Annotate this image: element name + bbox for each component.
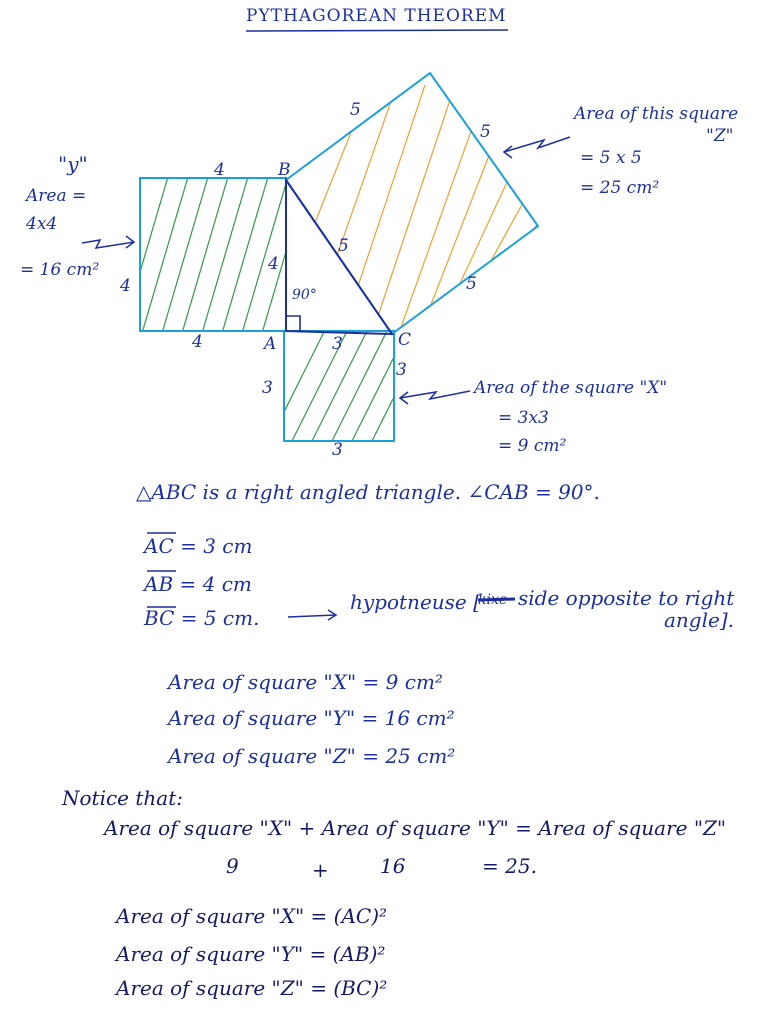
square-x-area-line2: = 3x3 <box>498 408 549 428</box>
square-y-name: "y" <box>58 152 88 176</box>
hypotenuse-label: hypotneuse [ <box>350 590 481 614</box>
square-z-top-label: 5 <box>350 100 361 120</box>
side-bc-length: BC = 5 cm. <box>144 606 260 630</box>
sum-value-16: 16 <box>380 854 406 878</box>
title-underline <box>246 30 508 31</box>
relation-z: Area of square "Z" = (BC)² <box>116 976 388 1000</box>
square-z-name: "Z" <box>706 126 734 146</box>
square-x-bottom-label: 3 <box>332 440 343 460</box>
square-y-area-line1: Area = <box>26 186 87 206</box>
side-ab-label: 4 <box>268 254 279 274</box>
vertex-c: C <box>398 330 412 350</box>
page-title: PYTHAGOREAN THEOREM <box>246 6 507 26</box>
square-y-left-label: 4 <box>120 276 131 296</box>
sum-value-9: 9 <box>226 854 239 878</box>
arrow-to-square-x <box>400 391 470 399</box>
right-angle-mark <box>286 316 300 331</box>
area-square-y: Area of square "Y" = 16 cm² <box>168 706 455 730</box>
hypotenuse-description: side opposite to right <box>518 586 735 610</box>
square-y-bottom-label: 4 <box>192 332 203 352</box>
arrow-head-z <box>504 146 512 158</box>
struck-word: kixe <box>478 592 508 608</box>
square-y-hatching <box>120 170 310 340</box>
hypotenuse-description-end: angle]. <box>664 608 734 632</box>
notice-heading: Notice that: <box>62 786 183 810</box>
side-ac-label: 3 <box>332 334 343 354</box>
right-angle-label: 90° <box>292 287 317 303</box>
area-square-z: Area of square "Z" = 25 cm² <box>168 744 456 768</box>
square-z-bottom-label: 5 <box>466 274 477 294</box>
square-y-area-line2: 4x4 <box>26 214 58 234</box>
square-z-area-line3: = 25 cm² <box>580 178 660 198</box>
relation-y: Area of square "Y" = (AB)² <box>116 942 386 966</box>
side-ab-length: AB = 4 cm <box>144 572 252 596</box>
square-y <box>140 178 286 331</box>
relation-x: Area of square "X" = (AC)² <box>116 904 388 928</box>
side-bc-label: 5 <box>338 236 349 256</box>
sum-result: = 25. <box>482 854 537 878</box>
square-z-hatching <box>300 85 545 330</box>
square-y-top-label: 4 <box>214 160 225 180</box>
sum-statement: Area of square "X" + Area of square "Y" = Area of square "Z" <box>104 816 727 840</box>
square-x-right-label: 3 <box>396 360 407 380</box>
square-z-area-line1: Area of this square <box>574 104 739 124</box>
square-x-area-line3: = 9 cm² <box>498 436 567 456</box>
sum-plus: + <box>312 858 329 882</box>
square-z-area-line2: = 5 x 5 <box>580 148 642 168</box>
hypotenuse-arrow-line <box>288 615 336 617</box>
side-ac-length: AC = 3 cm <box>144 534 253 558</box>
vertex-a: A <box>264 334 277 354</box>
arrow-to-square-y <box>82 240 134 248</box>
triangle-abc <box>286 180 392 334</box>
square-x-left-label: 3 <box>262 378 273 398</box>
triangle-statement: △ABC is a right angled triangle. ∠CAB = 90°. <box>136 480 600 504</box>
area-square-x: Area of square "X" = 9 cm² <box>168 670 443 694</box>
square-z-right-label: 5 <box>480 122 491 142</box>
square-x-area-line1: Area of the square "X" <box>474 378 668 398</box>
vertex-b: B <box>278 160 291 180</box>
square-y-area-line3: = 16 cm² <box>20 260 100 280</box>
arrow-to-square-z <box>504 137 570 152</box>
